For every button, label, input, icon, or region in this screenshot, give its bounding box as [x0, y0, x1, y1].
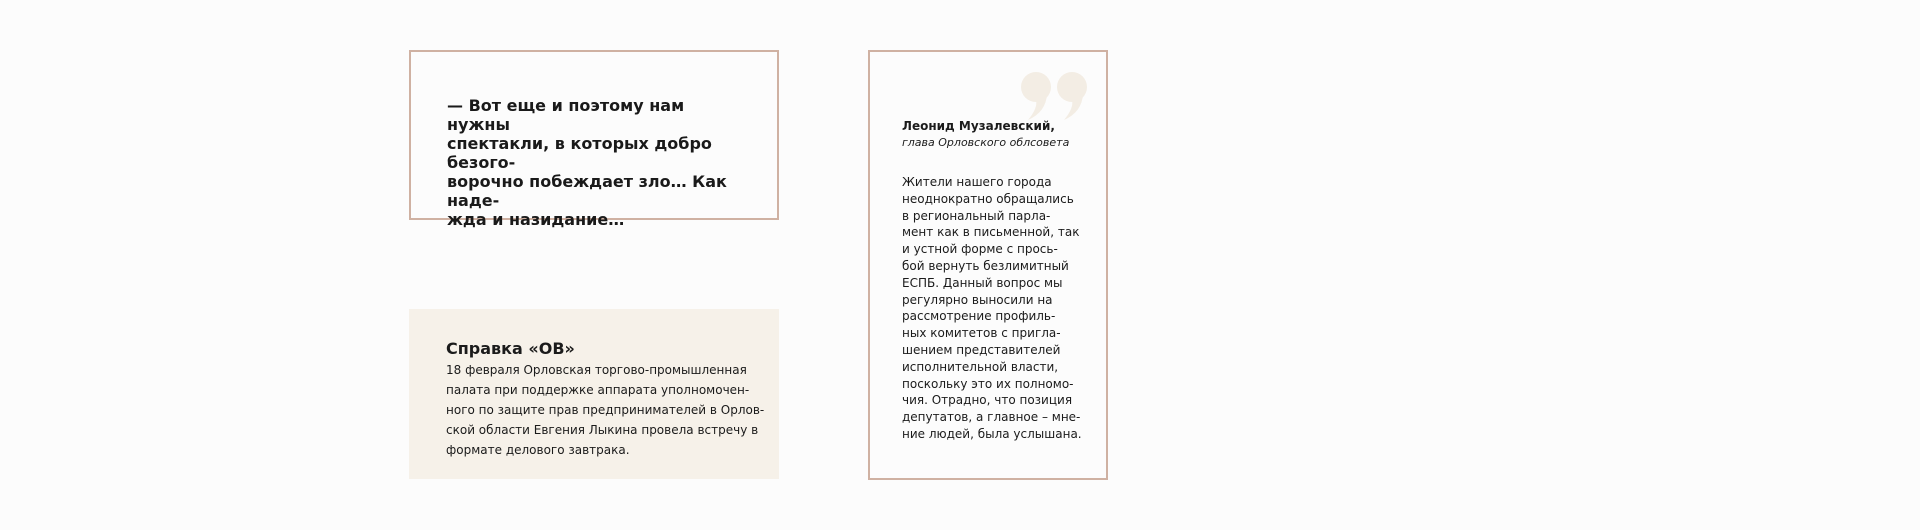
person-name: Леонид Музалевский,	[902, 119, 1055, 133]
column-text: Жители нашего города неоднократно обращались в региональный парла- мент как в письменной, так и устной форме с прось- бой вернуть безлимитный ЕСПБ. Данный вопрос мы регулярно выносили на рассмотрение профиль- ных комитетов с пригла- шением представителей исполнительной власти, поскольку это их полномо- чия. Отрадно, что позиция депутатов, а главное – мне- ние людей, была услышана.	[902, 175, 1082, 441]
quote-box	[409, 50, 779, 229]
info-box	[409, 309, 779, 479]
info-text: 18 февраля Орловская торгово-промышленная палата при поддержке аппарата уполномочен- ного по защите прав предпринимателей в Орлов- ской области Евгения Лыкина провела встречу в формате делового завтрака.	[446, 363, 765, 457]
quote-text: — Вот еще и поэтому нам нужны спектакли, в которых добро безого- ворочно побеждает зло… Как наде- жда и назидание…	[447, 96, 727, 229]
column-box	[868, 50, 1108, 480]
person-role: глава Орловского облсовета	[902, 136, 1070, 149]
info-title: Справка «ОВ»	[446, 339, 575, 358]
quote-mark-icon	[1020, 70, 1094, 120]
